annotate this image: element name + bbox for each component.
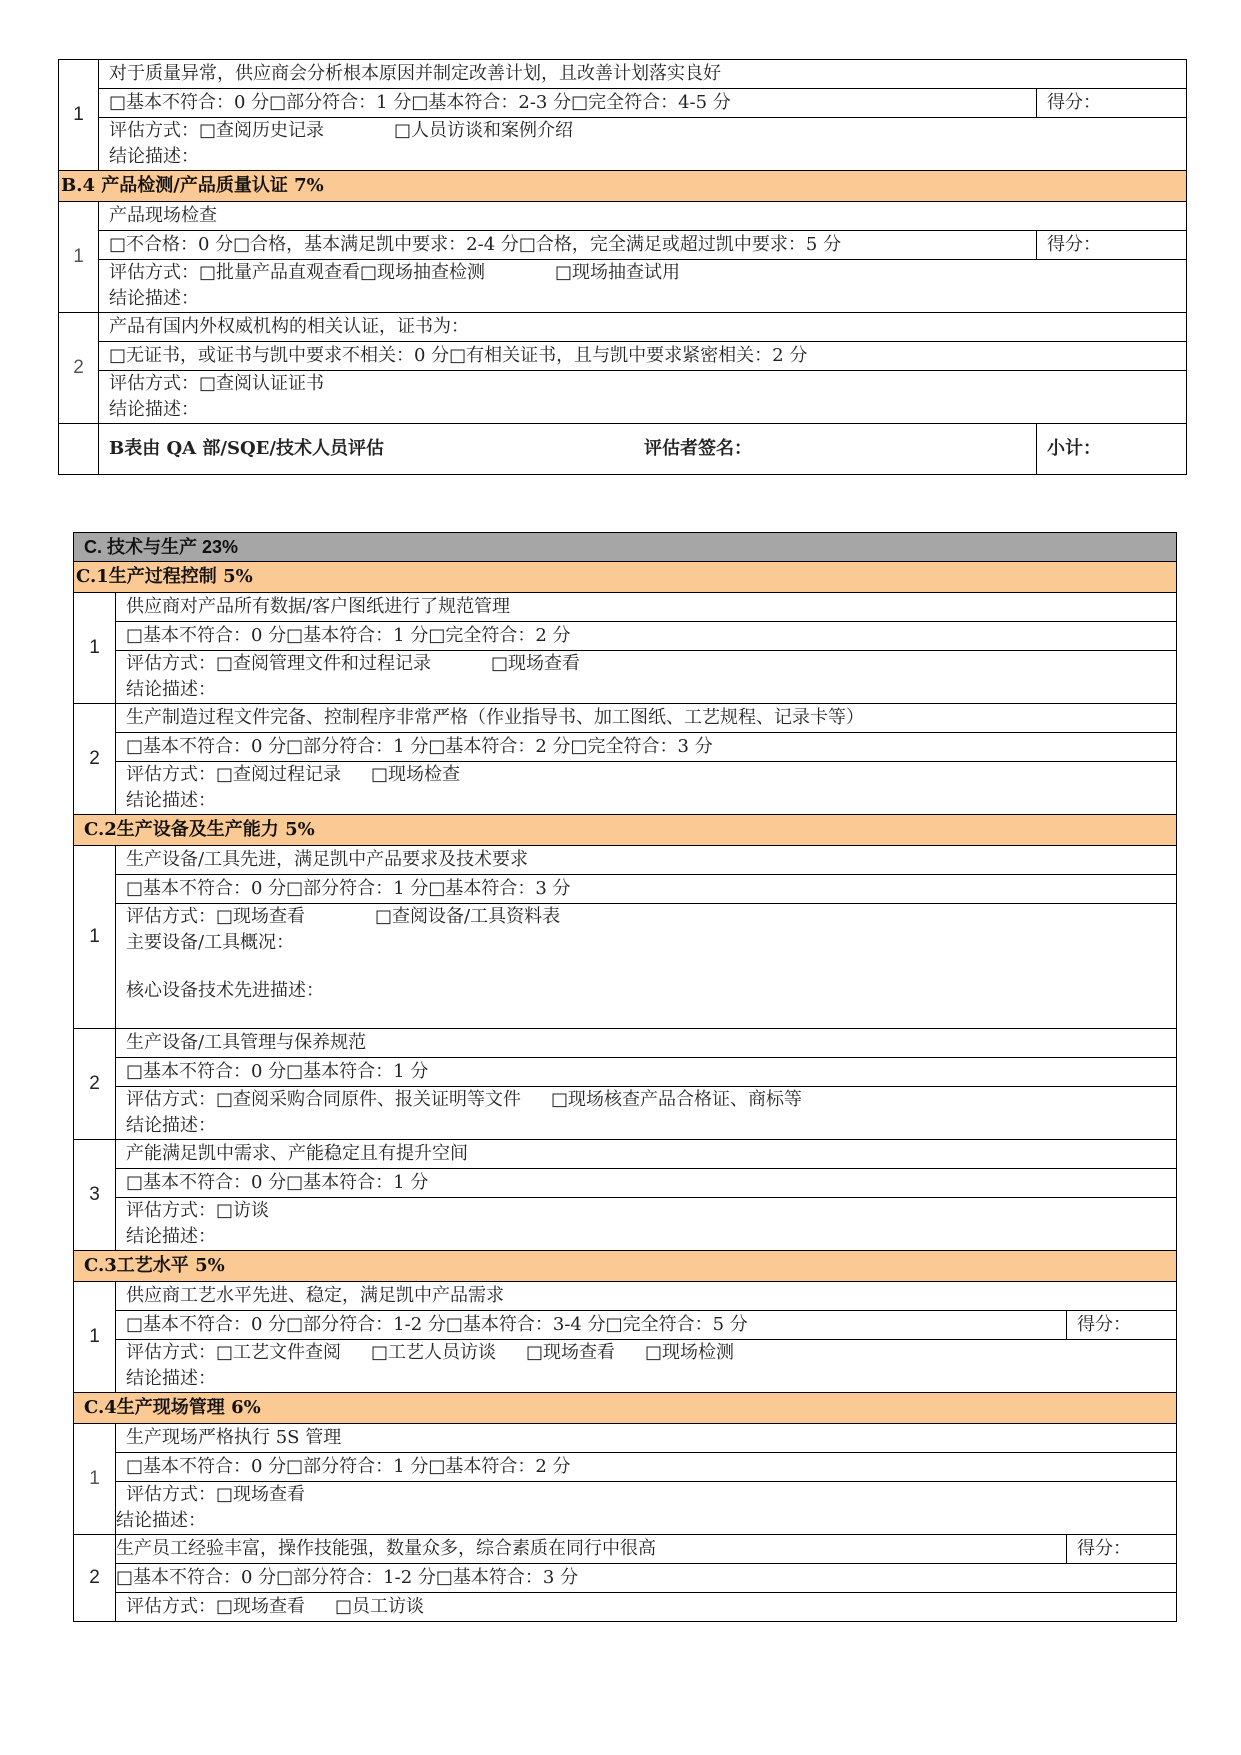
- item-title: 供应商工艺水平先进、稳定，满足凯中产品需求: [116, 1282, 1177, 1311]
- table-row: [74, 1140, 1177, 1169]
- method-option[interactable]: □现场核查产品合格证、商标等: [551, 1089, 803, 1110]
- method-option[interactable]: 评估方式：□现场查看: [126, 1484, 306, 1505]
- section-title-b4: B.4 产品检测/产品质量认证 7%: [59, 171, 1187, 202]
- table-b-section: [58, 59, 1187, 475]
- table-row: [59, 231, 1187, 260]
- section-header: [74, 1393, 1177, 1424]
- method-option[interactable]: □人员访谈和案例介绍: [394, 120, 574, 141]
- method-option[interactable]: □现场查看: [491, 653, 581, 674]
- table-row: [74, 1535, 1177, 1564]
- conclusion-label: 结论描述：: [126, 1368, 216, 1389]
- conclusion-label: 结论描述：: [126, 679, 216, 700]
- item-number: 1: [74, 846, 116, 1029]
- item-number: 3: [74, 1140, 116, 1251]
- section-title-c: C. 技术与生产 23%: [74, 533, 1177, 562]
- section-header: [59, 171, 1187, 202]
- table-row: [74, 1282, 1177, 1311]
- method-option[interactable]: 评估方式：□查阅认证证书: [109, 373, 325, 394]
- table-row: [59, 89, 1187, 118]
- method-option[interactable]: 评估方式：□现场查看: [126, 906, 306, 927]
- table-row: [59, 260, 1187, 313]
- score-field[interactable]: 得分：: [1037, 231, 1187, 260]
- method-option[interactable]: 评估方式：□工艺文件查阅: [126, 1342, 342, 1363]
- item-number: 1: [74, 593, 116, 704]
- item-title: 生产现场严格执行 5S 管理: [116, 1424, 1177, 1453]
- table-row: [74, 651, 1177, 704]
- item-title: 对于质量异常，供应商会分析根本原因并制定改善计划，且改善计划落实良好: [99, 60, 1187, 89]
- score-options: □不合格：0 分□合格，基本满足凯中要求：2-4 分□合格，完全满足或超过凯中要求：5 分: [99, 231, 1037, 260]
- item-number: 1: [59, 202, 99, 313]
- item-title: 产品现场检查: [99, 202, 1187, 231]
- item-title: 产能满足凯中需求、产能稳定且有提升空间: [116, 1140, 1177, 1169]
- method-option[interactable]: 评估方式：□批量产品直观查看□现场抽查检测: [109, 262, 486, 283]
- table-c-section: [73, 532, 1177, 1622]
- table-row: [59, 342, 1187, 371]
- table-row: [59, 118, 1187, 171]
- item-number: 1: [74, 1282, 116, 1393]
- method-option[interactable]: 评估方式：□查阅采购合同原件、报关证明等文件: [126, 1089, 522, 1110]
- table-row: [74, 1058, 1177, 1087]
- method-option[interactable]: 评估方式：□访谈: [126, 1200, 270, 1221]
- table-row: [74, 704, 1177, 733]
- table-row: [74, 1029, 1177, 1058]
- table-row: [74, 904, 1177, 1029]
- method-option[interactable]: 评估方式：□现场查看: [126, 1596, 306, 1617]
- score-options: □基本不符合：0 分□部分符合：1 分□基本符合：2 分□完全符合：3 分: [116, 733, 1177, 762]
- conclusion-label: 结论描述：: [126, 790, 216, 811]
- table-row: [74, 1482, 1177, 1535]
- method-option[interactable]: □现场查看: [526, 1342, 616, 1363]
- item-number: 1: [74, 1424, 116, 1535]
- method-option[interactable]: □现场检查: [371, 764, 461, 785]
- method-option[interactable]: □现场抽查试用: [555, 262, 681, 283]
- table-row: [59, 371, 1187, 424]
- item-number: 1: [59, 60, 99, 171]
- conclusion-label: 结论描述：: [109, 399, 199, 420]
- method-option[interactable]: 评估方式：□查阅管理文件和过程记录: [126, 653, 432, 674]
- method-option[interactable]: 评估方式：□查阅过程记录: [126, 764, 342, 785]
- table-row: [74, 1593, 1177, 1622]
- section-title-c3: C.3工艺水平 5%: [74, 1251, 1177, 1282]
- table-row: [74, 846, 1177, 875]
- section-header: [74, 562, 1177, 593]
- table-row: [74, 1087, 1177, 1140]
- method-option[interactable]: □现场检测: [645, 1342, 735, 1363]
- method-option[interactable]: □工艺人员访谈: [371, 1342, 497, 1363]
- section-title-c2: C.2生产设备及生产能力 5%: [74, 815, 1177, 846]
- table-row: [59, 313, 1187, 342]
- score-options: □基本不符合：0 分□基本符合：1 分□完全符合：2 分: [116, 622, 1177, 651]
- item-number: 2: [74, 704, 116, 815]
- item-title: 供应商对产品所有数据/客户图纸进行了规范管理: [116, 593, 1177, 622]
- score-options: □无证书，或证书与凯中要求不相关：0 分□有相关证书，且与凯中要求紧密相关：2 分: [99, 342, 1187, 371]
- score-options: □基本不符合：0 分□部分符合：1-2 分□基本符合：3 分: [116, 1564, 1177, 1593]
- score-options: □基本不符合：0 分□基本符合：1 分: [116, 1169, 1177, 1198]
- section-header: [74, 815, 1177, 846]
- table-row: [74, 762, 1177, 815]
- table-row: [74, 875, 1177, 904]
- core-equipment-label: 核心设备技术先进描述：: [126, 980, 324, 1001]
- item-title: 生产设备/工具先进，满足凯中产品要求及技术要求: [116, 846, 1177, 875]
- section-header: [74, 1251, 1177, 1282]
- conclusion-label: 结论描述：: [116, 1510, 206, 1531]
- score-options: □基本不符合：0 分□部分符合：1-2 分□基本符合：3-4 分□完全符合：5 分: [116, 1311, 1067, 1340]
- table-footer: [59, 424, 1187, 475]
- item-title: 生产设备/工具管理与保养规范: [116, 1029, 1177, 1058]
- method-option[interactable]: 评估方式：□查阅历史记录: [109, 120, 325, 141]
- table-row: [74, 1311, 1177, 1340]
- conclusion-label: 结论描述：: [126, 1115, 216, 1136]
- item-title: 产品有国内外权威机构的相关认证，证书为：: [99, 313, 1187, 342]
- item-number: 2: [74, 1535, 116, 1622]
- score-field[interactable]: 得分：: [1037, 89, 1187, 118]
- table-row: [74, 1453, 1177, 1482]
- method-option[interactable]: □员工访谈: [335, 1596, 425, 1617]
- equipment-overview-label: 主要设备/工具概况：: [126, 932, 295, 953]
- table-row: [74, 1340, 1177, 1393]
- table-row: [59, 202, 1187, 231]
- score-options: □基本不符合：0 分□基本符合：1 分: [116, 1058, 1177, 1087]
- score-field[interactable]: 得分：: [1067, 1311, 1177, 1340]
- score-options: □基本不符合：0 分□部分符合：1 分□基本符合：2 分: [116, 1453, 1177, 1482]
- table-row: [74, 733, 1177, 762]
- conclusion-label: 结论描述：: [109, 288, 199, 309]
- table-row: [74, 622, 1177, 651]
- table-row: [74, 1198, 1177, 1251]
- conclusion-label: 结论描述：: [126, 1226, 216, 1247]
- section-header: [74, 533, 1177, 562]
- item-number: 2: [59, 313, 99, 424]
- item-title: 生产员工经验丰富，操作技能强，数量众多，综合素质在同行中很高: [116, 1535, 1067, 1564]
- table-row: [74, 593, 1177, 622]
- table-row: [74, 1169, 1177, 1198]
- table-row: [74, 1564, 1177, 1593]
- conclusion-label: 结论描述：: [109, 146, 199, 167]
- score-options: □基本不符合：0 分□部分符合：1 分□基本符合：2-3 分□完全符合：4-5 分: [99, 89, 1037, 118]
- section-title-c1: C.1生产过程控制 5%: [74, 562, 1177, 593]
- section-title-c4: C.4生产现场管理 6%: [74, 1393, 1177, 1424]
- table-row: [59, 60, 1187, 89]
- item-number: 2: [74, 1029, 116, 1140]
- score-options: □基本不符合：0 分□部分符合：1 分□基本符合：3 分: [116, 875, 1177, 904]
- table-row: [74, 1424, 1177, 1453]
- evaluator-note: B表由 QA 部/SQE/技术人员评估: [109, 438, 384, 459]
- method-option[interactable]: □查阅设备/工具资料表: [375, 906, 561, 927]
- score-field[interactable]: 得分：: [1067, 1535, 1177, 1564]
- item-title: 生产制造过程文件完备、控制程序非常严格（作业指导书、加工图纸、工艺规程、记录卡等）: [116, 704, 1177, 733]
- signature-field[interactable]: 评估者签名：: [643, 438, 752, 459]
- subtotal-field[interactable]: 小计：: [1037, 424, 1187, 475]
